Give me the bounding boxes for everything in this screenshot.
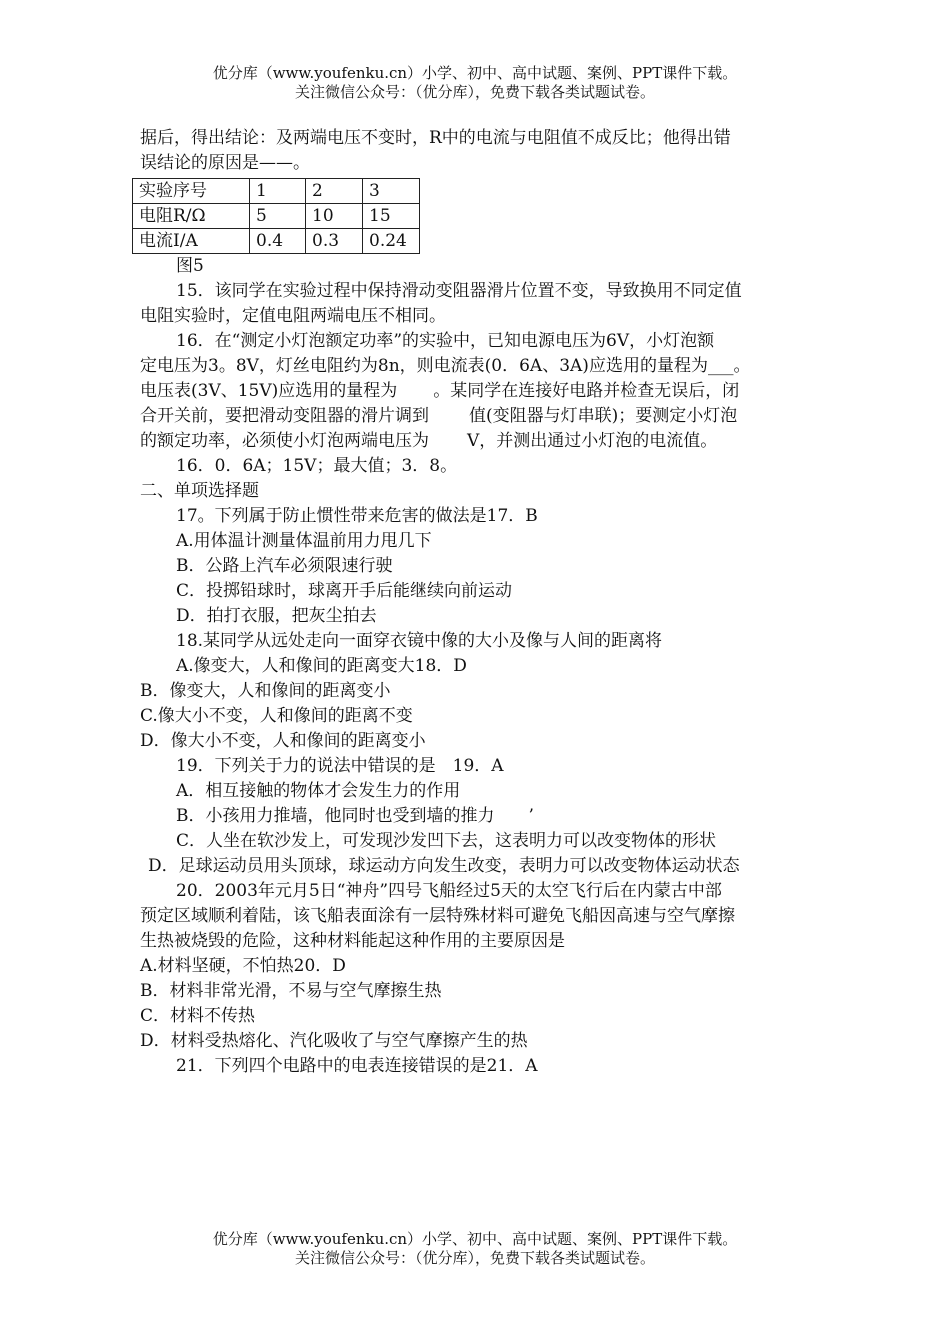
table-row [133,179,420,204]
table-cell: 0.24 [363,229,420,254]
q16-line-4 [140,404,812,429]
q16-line-3 [140,379,812,404]
table-cell: 0.3 [306,229,363,254]
experiment-table [132,178,420,254]
header-line-2: 关注微信公众号：（优分库），免费下载各类试题试卷。 [294,83,655,101]
table-cell: 实验序号 [133,179,250,204]
q18-stem: 18.某同学从远处走向一面穿衣镜中像的大小及像与人间的距离将 [176,631,663,651]
q17-stem: 17。下列属于防止惯性带来危害的做法是17．B [176,506,538,526]
q16-line-3a: 电压表(3V、15V)应选用的量程为 [140,381,398,401]
q17-option-b: B．公路上汽车必须限速行驶 [176,556,393,576]
document-body [140,126,812,1079]
q19-option-b: B．小孩用力推墙，他同时也受到墙的推力 ’ [176,806,534,826]
q16-answer: 16．0．6A；15V；最大值；3．8。 [176,456,458,476]
page-header [0,64,950,102]
q17-option-c: C．投掷铅球时，球离开手后能继续向前运动 [176,581,513,601]
q16-line-4a: 合开关前，要把滑动变阻器的滑片调到 [140,406,429,426]
q18-option-c: C.像大小不变，人和像间的距离不变 [140,706,413,726]
q20-line-3: 生热被烧毁的危险，这种材料能起这种作用的主要原因是 [140,931,565,951]
q16-line-1: 16．在“测定小灯泡额定功率”的实验中，已知电源电压为6V，小灯泡额 [176,331,715,351]
q21-stem: 21．下列四个电路中的电表连接错误的是21．A [176,1056,538,1076]
q19-option-d: D．足球运动员用头顶球，球运动方向发生改变，表明力可以改变物体运动状态 [148,856,740,876]
q20-option-c: C．材料不传热 [140,1006,256,1026]
footer-line-1: 优分库（www.youfenku.cn）小学、初中、高中试题、案例、PPT课件下载。 [212,1230,738,1248]
table-row [133,229,420,254]
table-cell: 电流I/A [133,229,250,254]
q20-option-b: B．材料非常光滑，不易与空气摩擦生热 [140,981,442,1001]
section-heading: 二、单项选择题 [140,481,259,501]
page-footer [0,1230,950,1268]
q16-line-3b: 。某同学在连接好电路并检查无误后，闭 [433,381,740,401]
footer-line-2: 关注微信公众号：（优分库），免费下载各类试题试卷。 [294,1249,655,1267]
q20-option-d: D．材料受热熔化、汽化吸收了与空气摩擦产生的热 [140,1031,528,1051]
table-cell: 2 [306,179,363,204]
q19-option-c: C．人坐在软沙发上，可发现沙发凹下去，这表明力可以改变物体的形状 [176,831,717,851]
q16-line-5b: V，并测出通过小灯泡的电流值。 [467,431,718,451]
q15-line-2: 电阻实验时，定值电阻两端电压不相同。 [140,306,446,326]
table-cell: 1 [250,179,306,204]
q20-line-2: 预定区域顺利着陆，该飞船表面涂有一层特殊材料可避免飞船因高速与空气摩擦 [140,906,735,926]
q17-option-a: A.用体温计测量体温前用力甩几下 [176,531,432,551]
table-cell: 5 [250,204,306,229]
q18-option-d: D．像大小不变，人和像间的距离变小 [140,731,426,751]
table-cell: 3 [363,179,420,204]
q18-option-a: A.像变大，人和像间的距离变大18．D [176,656,467,676]
q16-line-5 [140,429,812,454]
q19-stem: 19．下列关于力的说法中错误的是 19．A [176,756,504,776]
q17-option-d: D．拍打衣服，把灰尘拍去 [176,606,377,626]
table-row [133,204,420,229]
figure-caption: 图5 [176,256,204,276]
q19-option-a: A．相互接触的物体才会发生力的作用 [176,781,461,801]
table-cell: 0.4 [250,229,306,254]
table-cell: 15 [363,204,420,229]
q16-line-2: 定电压为3。8V，灯丝电阻约为8n，则电流表(0．6A、3A)应选用的量程为___。 [140,356,751,376]
intro-line-1: 据后，得出结论：及两端电压不变时，R中的电流与电阻值不成反比；他得出错 [140,128,731,148]
intro-line-2: 误结论的原因是——。 [140,153,310,173]
q15-line-1: 15．该同学在实验过程中保持滑动变阻器滑片位置不变，导致换用不同定值 [176,281,742,301]
q20-option-a: A.材料坚硬，不怕热20．D [140,956,346,976]
table-cell: 10 [306,204,363,229]
q16-line-5a: 的额定功率，必须使小灯泡两端电压为 [140,431,429,451]
q20-line-1: 20．2003年元月5日“神舟”四号飞船经过5天的太空飞行后在内蒙古中部 [176,881,722,901]
table-cell: 电阻R/Ω [133,204,250,229]
q16-line-4b: 值(变阻器与灯串联)；要测定小灯泡 [469,406,738,426]
q18-option-b: B．像变大，人和像间的距离变小 [140,681,391,701]
header-line-1: 优分库（www.youfenku.cn）小学、初中、高中试题、案例、PPT课件下载。 [212,64,738,82]
